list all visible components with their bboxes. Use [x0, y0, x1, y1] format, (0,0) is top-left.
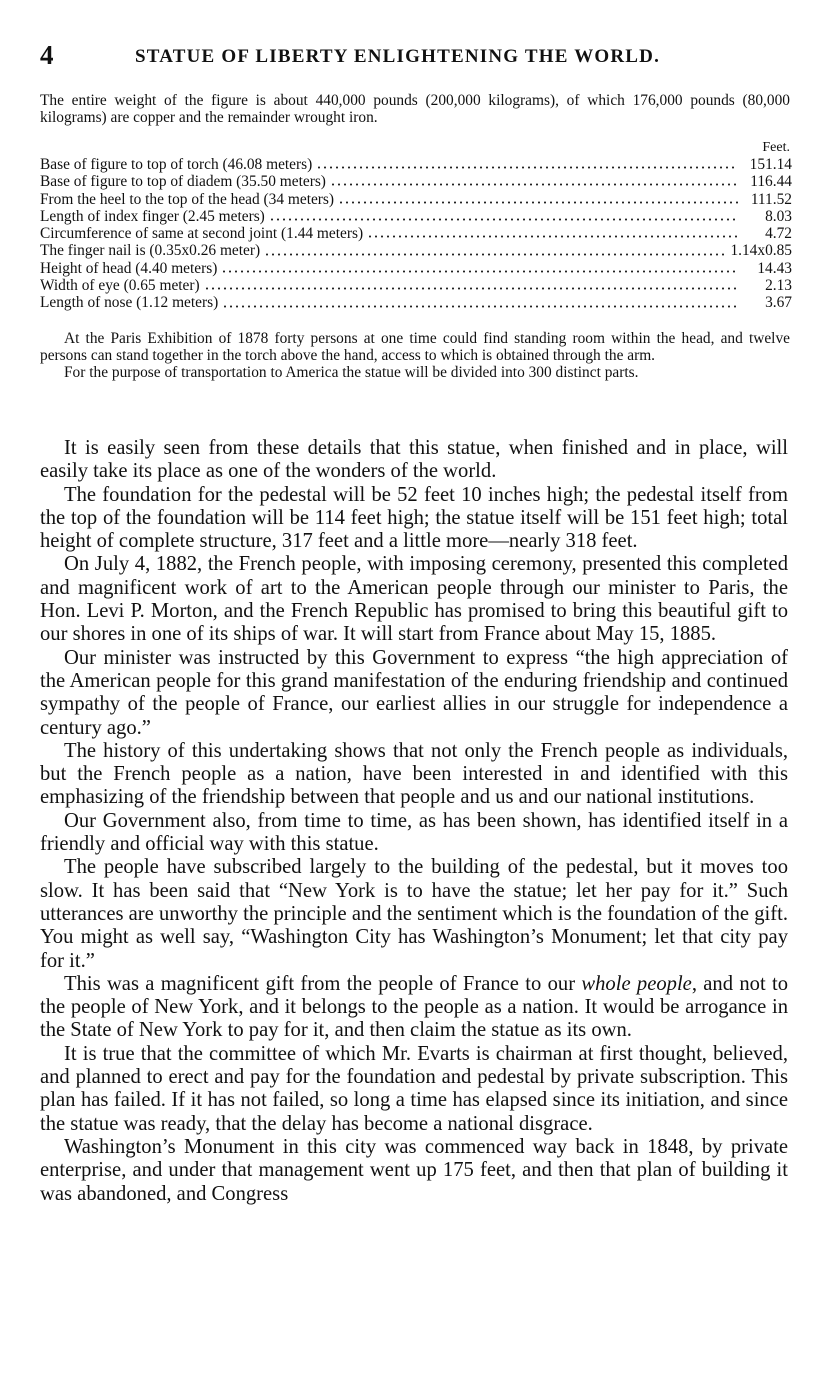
measurement-value: 14.43 — [757, 259, 792, 277]
measurement-label: The finger nail is (0.35x0.26 meter) — [40, 242, 261, 260]
body-paragraph: Our Government also, from time to time, as has been shown, has identified itself in a friendly and official way with this statue. — [40, 809, 788, 856]
measurement-label: From the heel to the top of the head (34 meters) — [40, 190, 335, 208]
weight-note — [40, 92, 790, 126]
measurement-value: 8.03 — [765, 207, 792, 225]
dot-leader — [204, 287, 738, 290]
measurement-value: 4.72 — [765, 225, 792, 243]
measurement-label: Length of nose (1.12 meters) — [40, 294, 219, 312]
body-paragraph — [40, 973, 788, 1043]
dot-leader — [222, 305, 738, 308]
measurement-row — [40, 225, 792, 242]
exhibition-notes — [40, 330, 790, 381]
measurement-row — [40, 191, 792, 208]
measurement-label: Width of eye (0.65 meter) — [40, 277, 200, 295]
body-paragraph: It is easily seen from these details that this statue, when finished and in place, will easily take its place as one of the wonders of the world. — [40, 437, 788, 483]
running-title: STATUE OF LIBERTY ENLIGHTENING THE WORLD. — [135, 46, 661, 67]
text-run: , and not to the people of New York, and it belongs to the people as a nation. It would be arrogance in the State of New York to pay for it, and then claim the statue as its own. — [40, 972, 789, 1042]
measurement-value: 151.14 — [749, 156, 792, 173]
measurements-table — [40, 156, 792, 312]
dot-leader — [330, 183, 738, 186]
dot-leader — [221, 270, 738, 273]
body-text — [40, 437, 788, 1206]
measurement-label: Base of figure to top of diadem (35.50 meters) — [40, 173, 326, 191]
measurements-unit-header: Feet. — [762, 140, 790, 155]
dot-leader — [367, 235, 738, 238]
measurement-value: 3.67 — [765, 294, 792, 312]
body-paragraph: Washington’s Monument in this city was commenced way back in 1848, by private enterprise, and under that management went up 175 feet, and then that plan of building it was abandoned, and Congress — [40, 1135, 788, 1205]
measurement-value: 111.52 — [750, 190, 792, 208]
body-paragraph: The people have subscribed largely to the building of the pedestal, but it moves too slow. It has been said that “New York is to have the statue; let her pay for it.” Such utterances are unworthy the principle and the sentiment which is the foundation of the gift. You might as well say, “Washington City has Washington’s Monument; let that city pay for it.” — [40, 856, 788, 972]
measurement-row — [40, 260, 792, 277]
body-paragraph: On July 4, 1882, the French people, with imposing ceremony, presented this completed and magnificent work of art to the American people through our minister to Paris, the Hon. Levi P. Morton, and the French Republic has promised to bring this beautiful gift to our shores in one of its ships of war. It will start from France about May 15, 1885. — [40, 553, 788, 646]
page-number: 4 — [40, 40, 54, 70]
measurement-label: Base of figure to top of torch (46.08 meters) — [40, 156, 313, 173]
page-header — [40, 38, 800, 72]
dot-leader — [264, 253, 726, 256]
measurement-value: 1.14x0.85 — [730, 242, 792, 260]
note-paragraph: At the Paris Exhibition of 1878 forty persons at one time could find standing room within the head, and twelve persons can stand together in the torch above the hand, access to which is obtained through the arm. — [40, 330, 790, 364]
measurement-value: 116.44 — [750, 173, 792, 191]
measurement-label: Length of index finger (2.45 meters) — [40, 207, 265, 225]
body-paragraph: Our minister was instructed by this Government to express “the high appreciation of the American people for this grand manifestation of the enduring friendship and continued sympathy of the people of France, our earliest allies in our struggle for independence a century ago.” — [40, 646, 788, 739]
measurement-value: 2.13 — [765, 277, 792, 295]
note-paragraph: For the purpose of transportation to America the statue will be divided into 300 distinct parts. — [64, 364, 639, 381]
emphasis-text: whole people — [581, 972, 692, 995]
measurement-row — [40, 156, 792, 173]
body-paragraph: The foundation for the pedestal will be 52 feet 10 inches high; the pedestal itself from the top of the foundation will be 114 feet high; the statue itself will be 151 feet high; total height of complete structure, 317 feet and a little more—nearly 318 feet. — [40, 483, 788, 553]
measurement-row — [40, 294, 792, 311]
measurement-row — [40, 242, 792, 259]
dot-leader — [269, 218, 738, 221]
measurement-row — [40, 208, 792, 225]
measurement-label: Circumference of same at second joint (1.44 meters) — [40, 225, 364, 243]
measurement-row — [40, 173, 792, 190]
weight-paragraph: The entire weight of the figure is about 440,000 pounds (200,000 kilograms), of which 176,000 pounds (80,000 kilograms) are copper and the remainder wrought iron. — [40, 92, 790, 126]
body-paragraph: It is true that the committee of which Mr. Evarts is chairman at first thought, believed, and planned to erect and pay for the foundation and pedestal by private subscription. This plan has failed. If it has not failed, so long a time has elapsed since its initiation, and since the statue was ready, that the delay has become a national disgrace. — [40, 1042, 788, 1135]
text-run: This was a magnificent gift from the people of France to our — [64, 972, 582, 995]
measurement-row — [40, 277, 792, 294]
measurement-label: Height of head (4.40 meters) — [40, 259, 218, 277]
dot-leader — [338, 201, 738, 204]
body-paragraph: The history of this undertaking shows that not only the French people as individuals, but the French people as a nation, have been interested in and identified with this emphasizing of the friendship between that people and us and our national institutions. — [40, 739, 788, 809]
dot-leader — [316, 166, 738, 169]
